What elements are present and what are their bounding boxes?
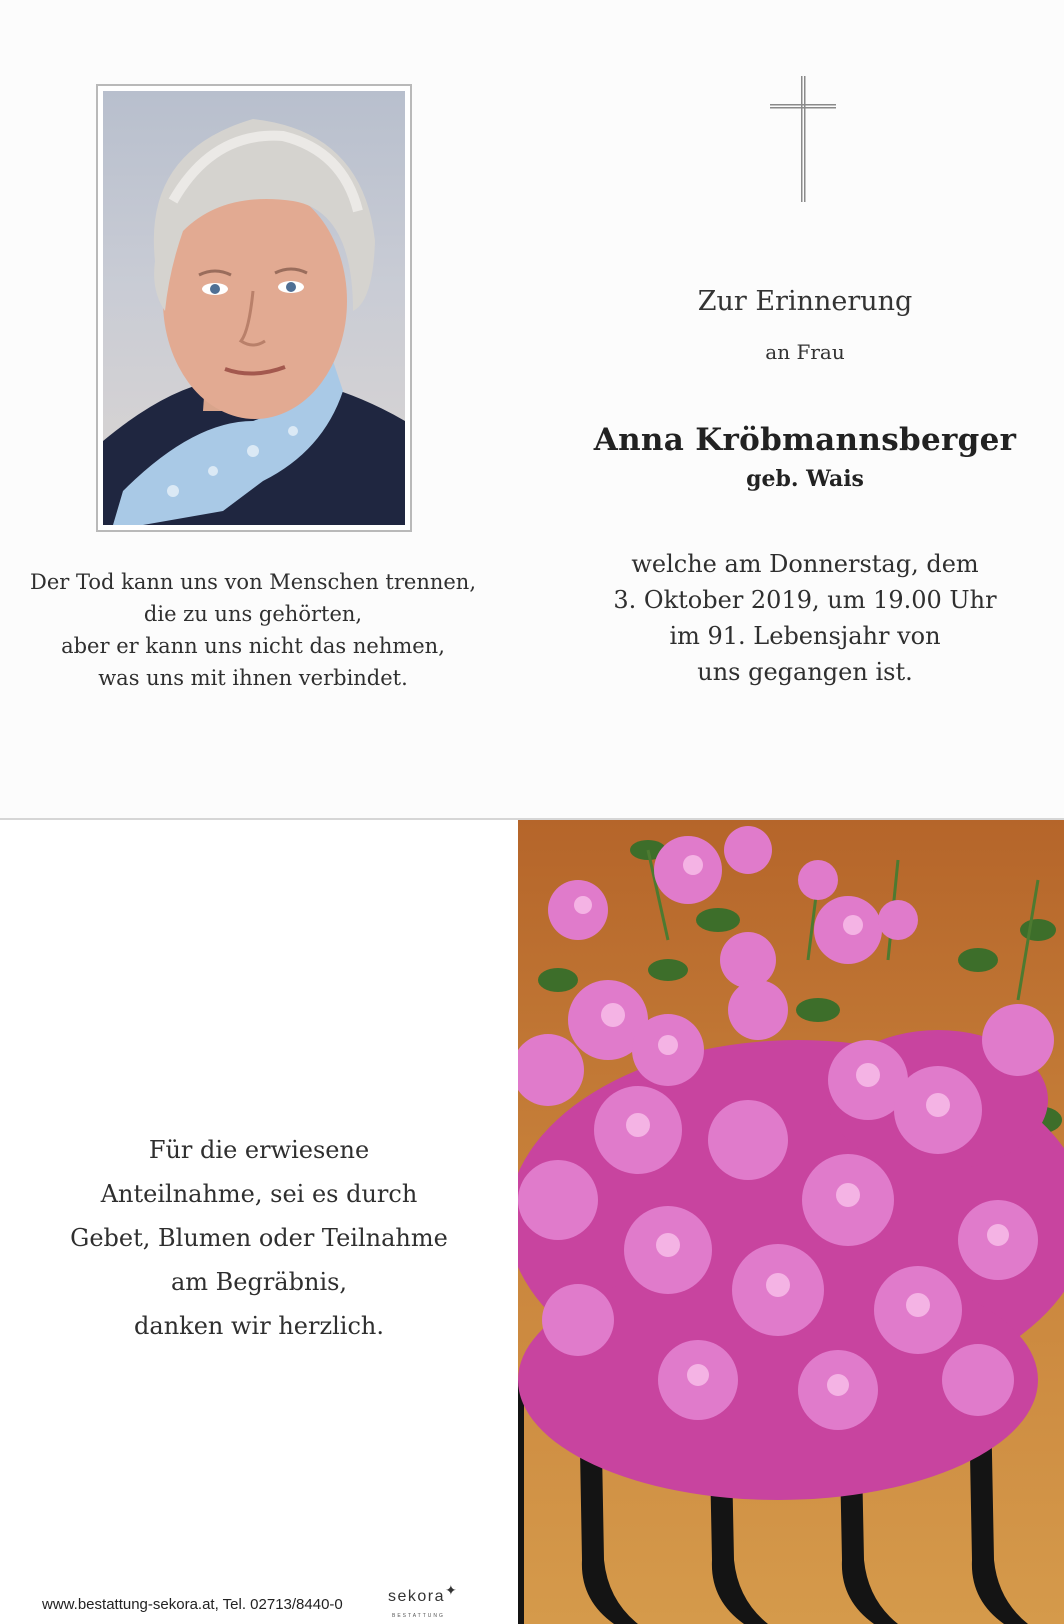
maiden-name: geb. Wais [746, 466, 864, 492]
thanks-line: Für die erwiesene [148, 1136, 370, 1164]
flower-photo [518, 820, 1064, 1624]
thanks-line: danken wir herzlich. [134, 1312, 384, 1340]
thanks-line: am Begräbnis, [170, 1268, 348, 1296]
death-line: 3. Oktober 2019, um 19.00 Uhr [613, 586, 997, 614]
thank-you-text [20, 1128, 498, 1348]
logo-subtext: BESTATTUNG [392, 1613, 445, 1619]
funeral-home-logo [388, 1582, 459, 1606]
quote-line: Der Tod kann uns von Menschen trennen, [29, 570, 477, 594]
memorial-quote [20, 566, 486, 694]
bird-icon: ✦ [445, 1582, 459, 1598]
cross-icon [770, 76, 836, 210]
quote-line: was uns mit ihnen verbindet. [98, 666, 408, 690]
portrait-photo-frame [96, 84, 412, 532]
death-notice [560, 546, 1050, 690]
logo-text: sekora [388, 1588, 446, 1605]
funeral-home-contact: www.bestattung-sekora.at, Tel. 02713/8440-0 [42, 1596, 343, 1613]
thanks-line: Gebet, Blumen oder Teilnahme [70, 1224, 448, 1252]
portrait-photo [103, 91, 405, 525]
death-line: im 91. Lebensjahr von [669, 622, 941, 650]
quote-line: die zu uns gehörten, [143, 602, 363, 626]
death-line: uns gegangen ist. [697, 658, 913, 686]
thanks-line: Anteilnahme, sei es durch [100, 1180, 418, 1208]
death-line: welche am Donnerstag, dem [631, 550, 979, 578]
intro-title: Zur Erinnerung [697, 286, 913, 317]
quote-line: aber er kann uns nicht das nehmen, [61, 634, 445, 658]
intro-subtitle: an Frau [765, 340, 845, 364]
deceased-name: Anna Kröbmannsberger [593, 422, 1017, 458]
